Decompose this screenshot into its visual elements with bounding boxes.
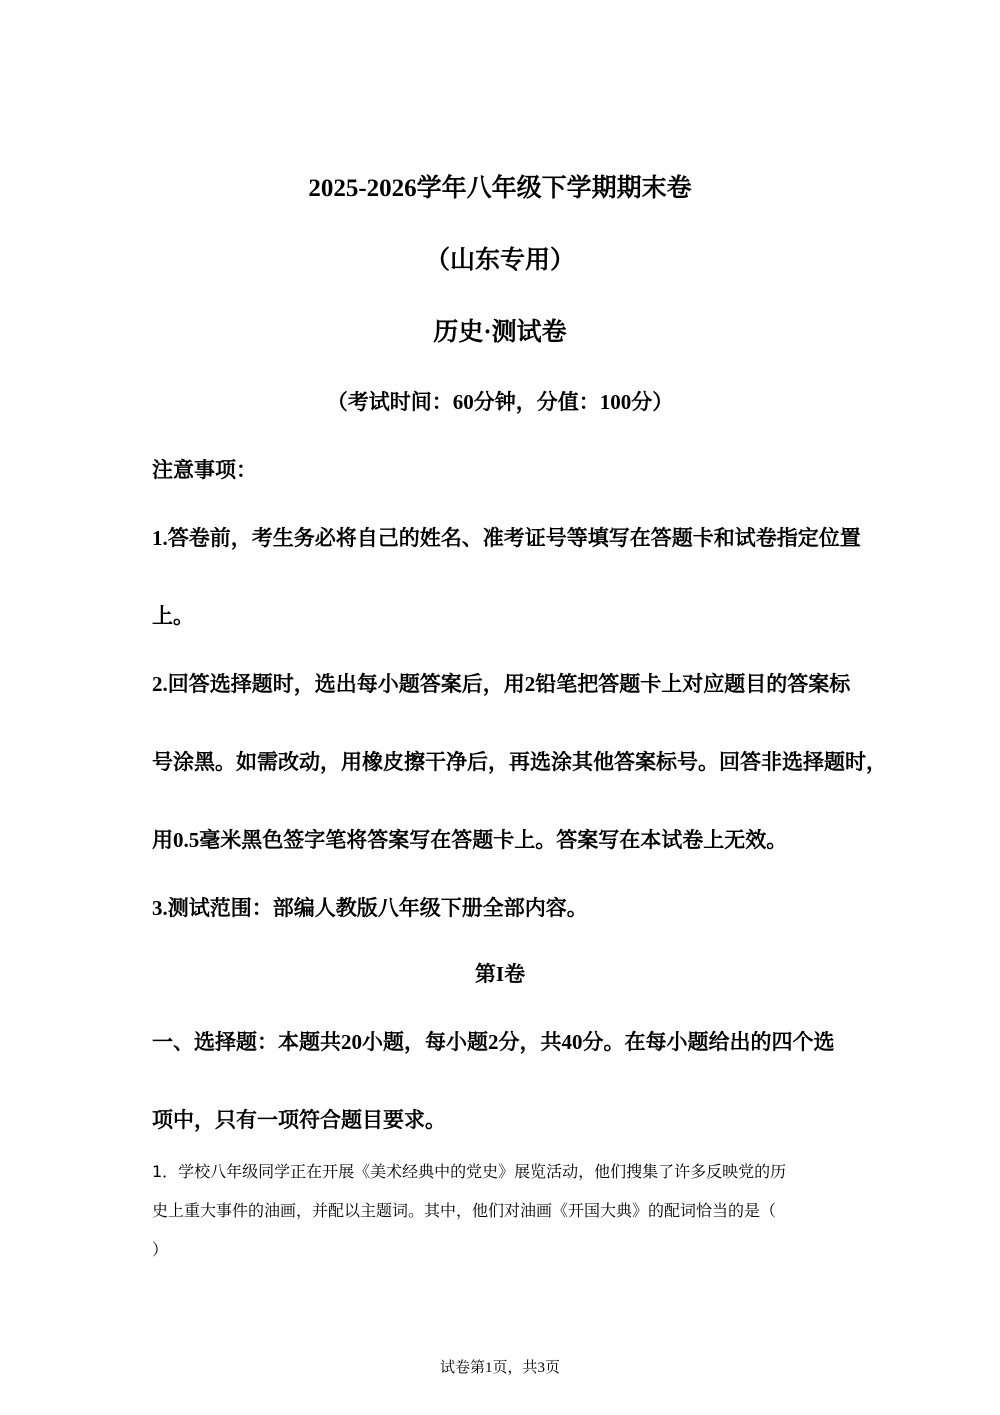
question-1-line-3: ） [152, 1240, 169, 1259]
volume-label: 第I卷 [474, 962, 526, 986]
question-1-line-2: 史上重大事件的油画，并配以主题词。其中，他们对油画《开国大典》的配词恰当的是（ [152, 1201, 777, 1220]
exam-region: （山东专用） [424, 247, 575, 274]
section-1-heading-line-2: 项中，只有一项符合题目要求。 [152, 1108, 446, 1132]
exam-subject: 历史·测试卷 [433, 319, 567, 346]
exam-title: 2025-2026学年八年级下学期期末卷 [308, 175, 692, 202]
notice-item-1-line-2: 上。 [152, 604, 194, 628]
question-1-line-1: 1．学校八年级同学正在开展《美术经典中的党史》展览活动，他们搜集了许多反映党的历 [152, 1162, 787, 1181]
notice-item-2-line-3: 用0.5毫米黑色签字笔将答案写在答题卡上。答案写在本试卷上无效。 [152, 828, 788, 852]
page-footer: 试卷第1页，共3页 [439, 1360, 560, 1376]
notice-item-3: 3.测试范围：部编人教版八年级下册全部内容。 [152, 896, 588, 920]
section-1-heading-line-1: 一、选择题：本题共20小题，每小题2分，共40分。在每小题给出的四个选 [152, 1030, 835, 1054]
exam-info: （考试时间：60分钟，分值：100分） [326, 390, 674, 414]
notice-item-1-line-1: 1.答卷前，考生务必将自己的姓名、准考证号等填写在答题卡和试卷指定位置 [152, 526, 861, 550]
notice-item-2-line-2: 号涂黑。如需改动，用橡皮擦干净后，再选涂其他答案标号。回答非选择题时， [152, 750, 887, 774]
notice-item-2-line-1: 2.回答选择题时，选出每小题答案后，用2铅笔把答题卡上对应题目的答案标 [152, 672, 851, 696]
notice-heading: 注意事项： [152, 458, 257, 482]
